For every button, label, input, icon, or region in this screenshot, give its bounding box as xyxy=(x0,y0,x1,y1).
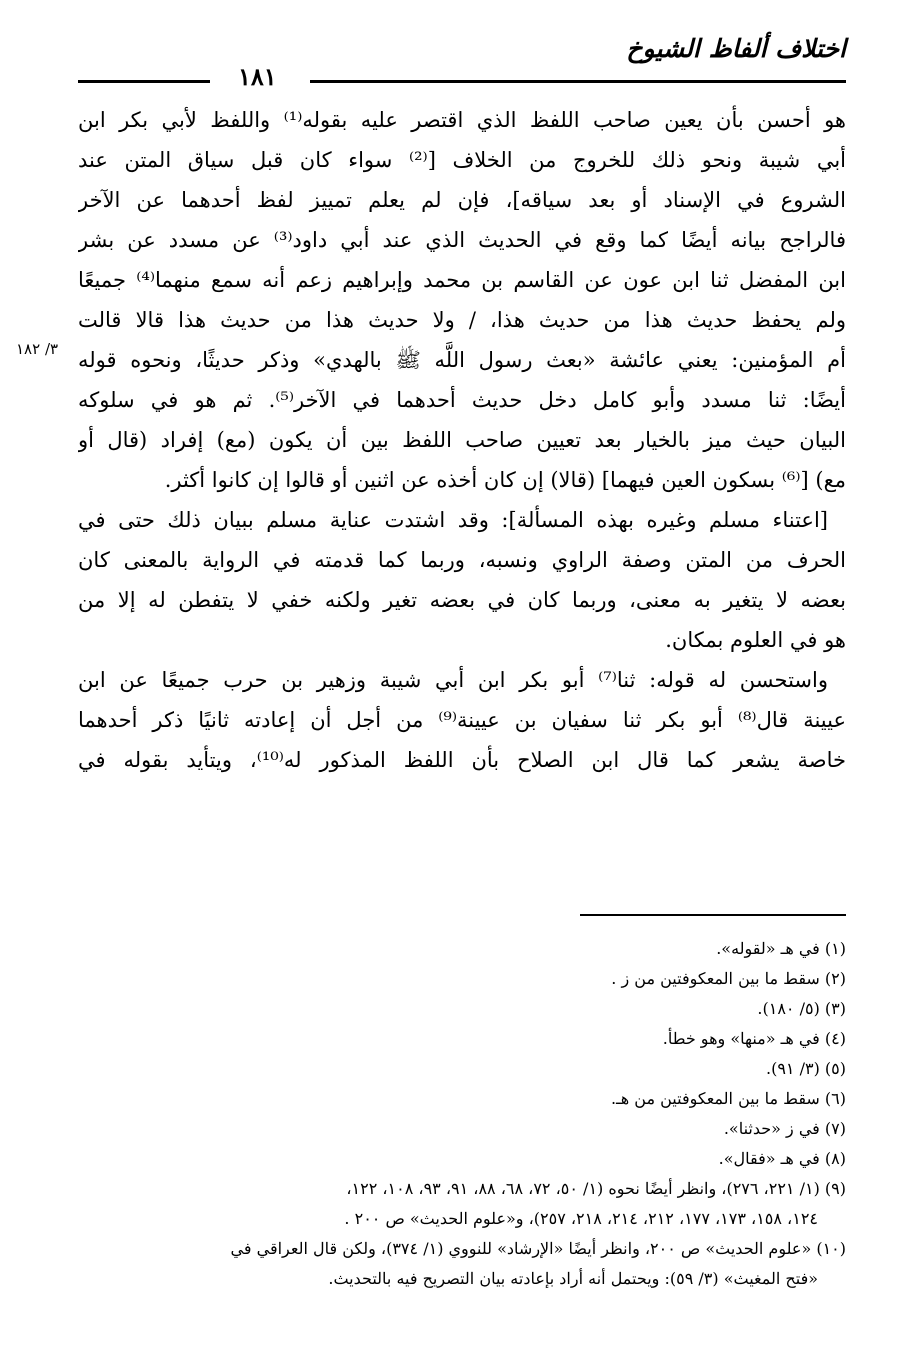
text-line: بعضه لا يتغير به معنى، وربما كان في بعضه تغير ولكنه خفي لا يتفطن له إلا من xyxy=(78,588,846,612)
header-rule xyxy=(310,80,846,83)
text-line: الشروع في الإسناد أو بعد سياقه]، فإن لم يعلم تمييز لفظ أحدهما عن الآخر xyxy=(78,188,846,212)
text-line: واستحسن له قوله: ثنا⁽⁷⁾ أبو بكر ابن أبي شيبة وزهير بن حرب جميعًا عن ابن xyxy=(78,668,828,692)
footnote: (٧) في ز «حدثنا». xyxy=(723,1119,846,1138)
text-line: أيضًا: ثنا مسدد وأبو كامل دخل حديث أحدهما في الآخر⁽⁵⁾. ثم هو في سلوكه xyxy=(78,388,846,412)
header-rule-left xyxy=(78,80,210,83)
footnote: (٦) سقط ما بين المعكوفتين من هـ. xyxy=(610,1089,846,1108)
text-line: خاصة يشعر كما قال ابن الصلاح بأن اللفظ المذكور له⁽¹⁰⁾، ويتأيد بقوله في xyxy=(78,748,846,772)
text-line: ابن المفضل ثنا ابن عون عن القاسم بن محمد وإبراهيم زعم أنه سمع منهما⁽⁴⁾ جميعًا xyxy=(78,268,846,292)
page-header xyxy=(78,28,846,90)
text-line: ولم يحفظ حديث هذا من حديث هذا، / ولا حديث هذا من حديث هذا قالا قالت xyxy=(78,308,846,332)
footnote: (١٠) «علوم الحديث» ص ٢٠٠، وانظر أيضًا «الإرشاد» للنووي (١/ ٣٧٤)، ولكن قال العراقي في xyxy=(230,1239,846,1258)
text-line: الحرف من المتن وصفة الراوي ونسبه، وربما كما قدمته في الرواية بالمعنى كان xyxy=(78,548,846,572)
footnotes xyxy=(78,934,846,1294)
text-line: هو أحسن بأن يعين صاحب اللفظ الذي اقتصر عليه بقوله⁽¹⁾ واللفظ لأبي بكر ابن xyxy=(78,108,846,132)
footnote: (٨) في هـ «فقال». xyxy=(718,1149,846,1168)
margin-reference: ٣/ ١٨٢ xyxy=(16,340,59,358)
footnote: (٢) سقط ما بين المعكوفتين من ز . xyxy=(611,969,846,988)
footnote: (٤) في هـ «منها» وهو خطأ. xyxy=(662,1029,846,1048)
text-line: البيان حيث ميز بالخيار بعد تعيين صاحب اللفظ بين أن يكون (مع) إفراد (قال أو xyxy=(78,428,846,452)
page-number: ١٨١ xyxy=(228,62,287,91)
footnote: (١) في هـ «لقوله». xyxy=(716,939,846,958)
footnote: (٥) (٣/ ٩١). xyxy=(765,1059,846,1078)
footnote: (٣) (٥/ ١٨٠). xyxy=(757,999,846,1018)
section-heading-line: [اعتناء مسلم وغيره بهذه المسألة]: وقد اشتدت عناية مسلم ببيان ذلك حتى في xyxy=(78,508,828,532)
text-line: هو في العلوم بمكان. xyxy=(665,628,846,652)
text-line: أبي شيبة ونحو ذلك للخروج من الخلاف [⁽²⁾ سواء كان قبل سياق المتن عند xyxy=(78,148,846,172)
main-text xyxy=(78,100,846,780)
footnote-separator xyxy=(580,914,846,916)
footnote-continuation: ١٢٤، ١٥٨، ١٧٣، ١٧٧، ٢١٢، ٢١٤، ٢١٨، ٢٥٧)، و«علوم الحديث» ص ٢٠٠ . xyxy=(344,1209,818,1228)
text-line: مع) [⁽⁶⁾ بسكون العين فيهما] (قالا) إن كان أخذه عن اثنين أو قالوا إن كانوا أكثر. xyxy=(164,468,846,492)
running-title: اختلاف ألفاظ الشيوخ xyxy=(626,34,846,63)
text-line: عيينة قال⁽⁸⁾ أبو بكر ثنا سفيان بن عيينة⁽⁹⁾ من أجل أن إعادته ثانيًا ذكر أحدهما xyxy=(78,708,846,732)
text-line: فالراجح بيانه أيضًا كما وقع في الحديث الذي عند أبي داود⁽³⁾ عن مسدد عن بشر xyxy=(78,228,846,252)
footnote-continuation: «فتح المغيث» (٣/ ٥٩): ويحتمل أنه أراد بإعادته بيان التصريح فيه بالتحديث. xyxy=(328,1269,818,1288)
text-line: أم المؤمنين: يعني عائشة «بعث رسول اللَّه ﷺ بالهدي» وذكر حديثًا، ونحوه قوله xyxy=(78,348,846,372)
footnote: (٩) (١/ ٢٢١، ٢٧٦)، وانظر أيضًا نحوه (١/ ٥٠، ٧٢، ٦٨، ٨٨، ٩١، ٩٣، ١٠٨، ١٢٢، xyxy=(346,1179,846,1198)
